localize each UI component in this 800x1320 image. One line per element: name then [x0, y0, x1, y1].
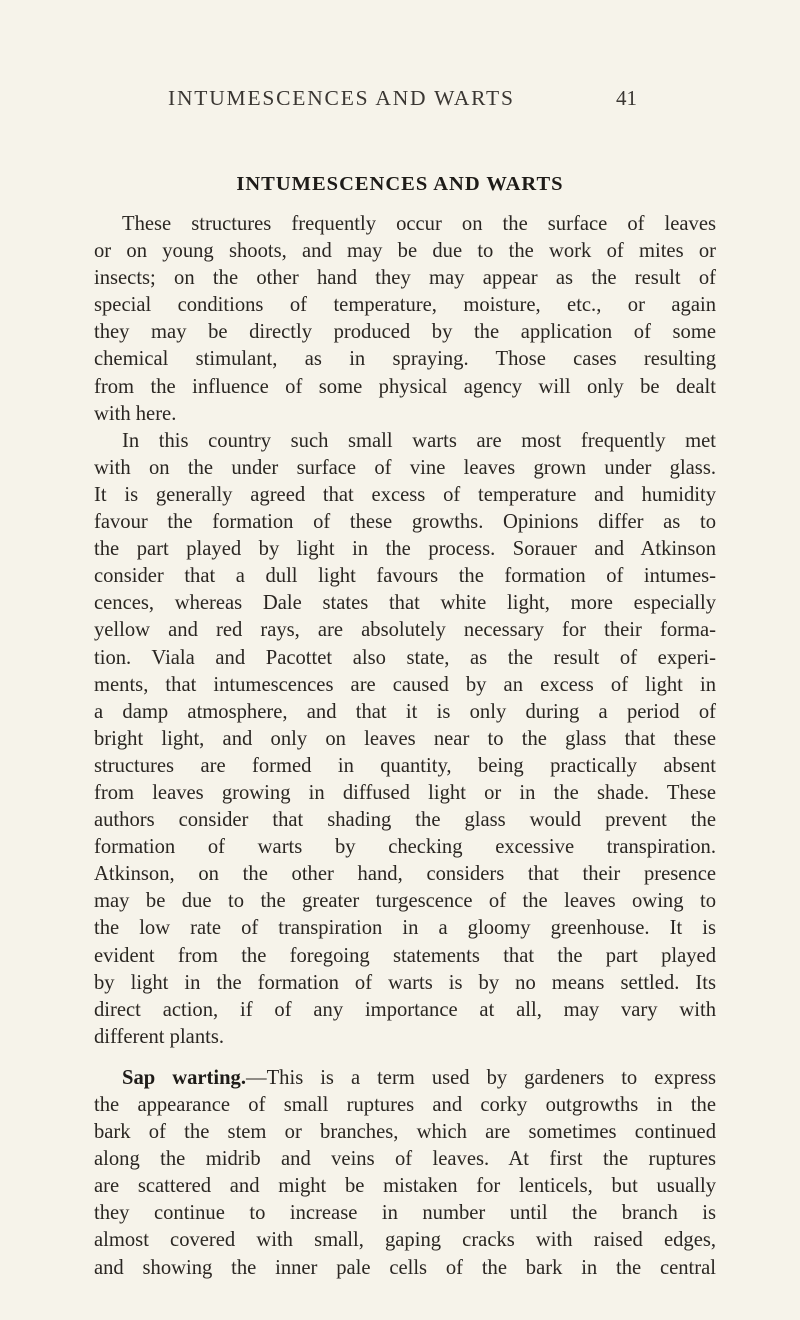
text-line: [94, 1065, 716, 1092]
text-line: structures are formed in quantity, being practically absent: [94, 754, 716, 777]
text-line: a damp atmosphere, and that it is only during a period of: [94, 700, 716, 723]
paragraph-2: [94, 428, 716, 1051]
text-line: ments, that intumescences are caused by an excess of light in: [94, 673, 716, 696]
first-line-text: —This is a term used by gardeners to express: [246, 1066, 716, 1089]
text-line: bright light, and only on leaves near to the glass that these: [94, 727, 716, 750]
text-line: direct action, if of any importance at all, may vary with: [94, 998, 716, 1021]
text-line: may be due to the greater turgescence of the leaves owing to: [94, 890, 716, 913]
running-head: [0, 86, 800, 116]
text-line: formation of warts by checking excessive transpiration.: [94, 836, 716, 859]
running-head-title: INTUMESCENCES AND WARTS: [168, 86, 515, 110]
text-line: authors consider that shading the glass would prevent the: [94, 809, 716, 832]
text-line: are scattered and might be mistaken for lenticels, but usually: [94, 1175, 716, 1198]
section-heading: INTUMESCENCES AND WARTS: [236, 173, 564, 195]
text-line: bark of the stem or branches, which are sometimes continued: [94, 1121, 716, 1144]
text-line: favour the formation of these growths. Opinions differ as to: [94, 511, 716, 534]
text-line: they continue to increase in number until the branch is: [94, 1202, 716, 1225]
text-line: and showing the inner pale cells of the bark in the central: [94, 1256, 716, 1279]
text-line: insects; on the other hand they may appear as the result of: [94, 267, 716, 290]
text-line: with on the under surface of vine leaves grown under glass.: [94, 456, 716, 479]
text-line: they may be directly produced by the application of some: [94, 321, 716, 344]
text-line: special conditions of temperature, moisture, etc., or again: [94, 294, 716, 317]
text-line: cences, whereas Dale states that white light, more especially: [94, 592, 716, 615]
text-line: yellow and red rays, are absolutely necessary for their forma-: [94, 619, 716, 642]
text-line: along the midrib and veins of leaves. At first the ruptures: [94, 1148, 716, 1171]
text-line: or on young shoots, and may be due to the work of mites or: [94, 240, 716, 263]
body-text: [94, 211, 716, 1282]
text-line: tion. Viala and Pacottet also state, as the result of experi-: [94, 646, 716, 669]
paragraph-spacer: [94, 1051, 716, 1065]
page-number: 41: [616, 86, 637, 110]
text-line: In this country such small warts are most frequently met: [122, 429, 716, 452]
text-line: with here.: [94, 402, 177, 425]
text-line: from leaves growing in diffused light or in the shade. These: [94, 781, 716, 804]
text-line: the appearance of small ruptures and corky outgrowths in the: [94, 1094, 716, 1116]
text-line: by light in the formation of warts is by no means settled. Its: [94, 971, 716, 994]
text-line: different plants.: [94, 1025, 225, 1048]
paragraph-1: [94, 211, 716, 428]
text-line: chemical stimulant, as in spraying. Those cases resulting: [94, 348, 716, 371]
text-line: It is generally agreed that excess of temperature and humidity: [94, 483, 716, 506]
text-line: almost covered with small, gaping cracks with raised edges,: [94, 1229, 716, 1252]
text-line: from the influence of some physical agency will only be dealt: [94, 375, 716, 398]
text-line: the low rate of transpiration in a gloomy greenhouse. It is: [94, 917, 716, 940]
text-line: Atkinson, on the other hand, considers that their presence: [94, 863, 716, 886]
text-line: the part played by light in the process. Sorauer and Atkinson: [94, 538, 716, 561]
run-in-heading: Sap warting.: [122, 1066, 246, 1089]
paragraph-3: [94, 1065, 716, 1282]
text-line: These structures frequently occur on the surface of leaves: [122, 213, 716, 235]
text-line: consider that a dull light favours the formation of intumes-: [94, 565, 716, 588]
text-line: evident from the foregoing statements that the part played: [94, 944, 716, 967]
